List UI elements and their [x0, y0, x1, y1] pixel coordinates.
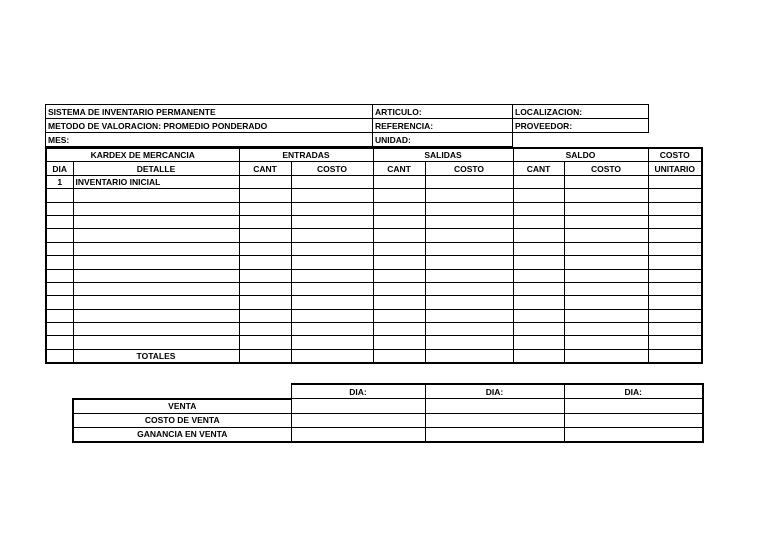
- table-row: [46, 309, 702, 322]
- table-row: [46, 269, 702, 282]
- detalle-header: DETALLE: [73, 162, 239, 175]
- cell[interactable]: [425, 427, 564, 442]
- dia-1-label[interactable]: DIA:: [291, 384, 425, 399]
- cell[interactable]: [239, 229, 291, 242]
- cell[interactable]: [73, 296, 239, 309]
- cell[interactable]: [46, 309, 73, 322]
- cell[interactable]: [425, 399, 564, 414]
- cell[interactable]: [46, 215, 73, 228]
- table-row: [46, 202, 702, 215]
- cell[interactable]: [513, 242, 564, 255]
- summary-row: [73, 413, 703, 427]
- cell[interactable]: [648, 336, 702, 349]
- cell[interactable]: [239, 215, 291, 228]
- summary-row: [73, 399, 703, 414]
- cell[interactable]: [373, 175, 425, 188]
- cell[interactable]: [291, 242, 373, 255]
- summary-header-row: [73, 384, 703, 399]
- cell[interactable]: [425, 336, 513, 349]
- cell[interactable]: [513, 215, 564, 228]
- reference-label[interactable]: REFERENCIA:: [373, 119, 513, 133]
- cell[interactable]: [564, 269, 648, 282]
- kardex-column-header: [46, 162, 702, 175]
- summary-table: [72, 383, 704, 443]
- location-label[interactable]: LOCALIZACION:: [513, 105, 649, 119]
- cell[interactable]: [648, 309, 702, 322]
- salidas-header: SALIDAS: [373, 148, 513, 162]
- cell[interactable]: [239, 336, 291, 349]
- cell[interactable]: [291, 399, 425, 414]
- table-row: [46, 323, 702, 336]
- cell[interactable]: [239, 349, 291, 363]
- cell[interactable]: [291, 215, 373, 228]
- table-row: [46, 256, 702, 269]
- cell[interactable]: [239, 296, 291, 309]
- cell[interactable]: [373, 215, 425, 228]
- cell[interactable]: [564, 175, 648, 188]
- cell[interactable]: [291, 309, 373, 322]
- costo-unitario-header-top: COSTO: [648, 148, 702, 162]
- article-label[interactable]: ARTICULO:: [373, 105, 513, 119]
- cell[interactable]: [46, 229, 73, 242]
- cell[interactable]: [425, 282, 513, 295]
- cell[interactable]: [564, 323, 648, 336]
- saldo-cant-header: CANT: [513, 162, 564, 175]
- dia-header: DIA: [46, 162, 73, 175]
- header-row: [46, 105, 649, 119]
- cell[interactable]: [564, 282, 648, 295]
- cell[interactable]: [73, 202, 239, 215]
- cell[interactable]: [239, 242, 291, 255]
- table-row: [46, 242, 702, 255]
- cell[interactable]: [46, 202, 73, 215]
- cell[interactable]: [648, 229, 702, 242]
- table-row: [46, 189, 702, 202]
- cell[interactable]: [373, 282, 425, 295]
- empty-cell: [73, 384, 291, 399]
- cell[interactable]: [513, 336, 564, 349]
- cell[interactable]: [564, 427, 703, 442]
- cell[interactable]: [648, 349, 702, 363]
- cell[interactable]: [373, 242, 425, 255]
- cell[interactable]: [291, 229, 373, 242]
- table-row: [46, 175, 702, 188]
- cell[interactable]: [513, 256, 564, 269]
- cell[interactable]: [73, 189, 239, 202]
- cell[interactable]: [73, 242, 239, 255]
- saldo-header: SALDO: [513, 148, 648, 162]
- cell[interactable]: [291, 202, 373, 215]
- cell[interactable]: [513, 282, 564, 295]
- cell[interactable]: [648, 215, 702, 228]
- cell[interactable]: [373, 309, 425, 322]
- cell[interactable]: [648, 189, 702, 202]
- cell[interactable]: [425, 242, 513, 255]
- cell[interactable]: [513, 229, 564, 242]
- cell[interactable]: [239, 189, 291, 202]
- table-row: [46, 282, 702, 295]
- cell[interactable]: [513, 269, 564, 282]
- cell[interactable]: [73, 282, 239, 295]
- cell[interactable]: [46, 189, 73, 202]
- system-label[interactable]: SISTEMA DE INVENTARIO PERMANENTE: [46, 105, 373, 119]
- cell[interactable]: [239, 282, 291, 295]
- cell[interactable]: [373, 202, 425, 215]
- cell[interactable]: [373, 296, 425, 309]
- cell[interactable]: [291, 256, 373, 269]
- dia-cell[interactable]: 1: [46, 175, 73, 188]
- cell[interactable]: [425, 189, 513, 202]
- cell[interactable]: [513, 323, 564, 336]
- cell[interactable]: [564, 349, 648, 363]
- cell[interactable]: [73, 256, 239, 269]
- cell[interactable]: [291, 175, 373, 188]
- cell[interactable]: [73, 229, 239, 242]
- cell[interactable]: [239, 309, 291, 322]
- cell[interactable]: [46, 349, 73, 363]
- cell[interactable]: [46, 336, 73, 349]
- cell[interactable]: [425, 309, 513, 322]
- cell[interactable]: [73, 269, 239, 282]
- cell[interactable]: [373, 189, 425, 202]
- cell[interactable]: [648, 202, 702, 215]
- dia-2-label[interactable]: DIA:: [425, 384, 564, 399]
- cell[interactable]: [373, 229, 425, 242]
- cell[interactable]: [513, 296, 564, 309]
- cell[interactable]: [425, 323, 513, 336]
- cell[interactable]: [291, 296, 373, 309]
- cell[interactable]: [425, 269, 513, 282]
- cell[interactable]: [564, 399, 703, 414]
- venta-label: VENTA: [73, 399, 291, 414]
- cell[interactable]: [425, 296, 513, 309]
- cell[interactable]: [291, 323, 373, 336]
- cell[interactable]: [291, 269, 373, 282]
- cell[interactable]: [373, 256, 425, 269]
- dia-3-label[interactable]: DIA:: [564, 384, 703, 399]
- cell[interactable]: [564, 215, 648, 228]
- cell[interactable]: [46, 323, 73, 336]
- cell[interactable]: [46, 296, 73, 309]
- cell[interactable]: [425, 175, 513, 188]
- cell[interactable]: [239, 175, 291, 188]
- costo-unitario-header: UNITARIO: [648, 162, 702, 175]
- cell[interactable]: [425, 349, 513, 363]
- cell[interactable]: [373, 269, 425, 282]
- cell[interactable]: [648, 282, 702, 295]
- cell[interactable]: [648, 256, 702, 269]
- cell[interactable]: [648, 175, 702, 188]
- cell[interactable]: [73, 215, 239, 228]
- cell[interactable]: [564, 336, 648, 349]
- cell[interactable]: [373, 336, 425, 349]
- kardex-table: [45, 147, 703, 364]
- cell[interactable]: [564, 309, 648, 322]
- cell[interactable]: [513, 189, 564, 202]
- cell[interactable]: [513, 309, 564, 322]
- salidas-costo-header: COSTO: [425, 162, 513, 175]
- cell[interactable]: [46, 269, 73, 282]
- saldo-costo-header: COSTO: [564, 162, 648, 175]
- cell[interactable]: [73, 309, 239, 322]
- cell[interactable]: [564, 202, 648, 215]
- cell[interactable]: [648, 323, 702, 336]
- cell[interactable]: [291, 189, 373, 202]
- cell[interactable]: [513, 202, 564, 215]
- cell[interactable]: [425, 256, 513, 269]
- table-row: [46, 215, 702, 228]
- cell[interactable]: [46, 256, 73, 269]
- header-row: [46, 133, 649, 147]
- cell[interactable]: [648, 296, 702, 309]
- cell[interactable]: [564, 229, 648, 242]
- cell[interactable]: [239, 269, 291, 282]
- entradas-header: ENTRADAS: [239, 148, 373, 162]
- cell[interactable]: [373, 349, 425, 363]
- cell[interactable]: [291, 413, 425, 427]
- cell[interactable]: [513, 175, 564, 188]
- cell[interactable]: [291, 336, 373, 349]
- cell[interactable]: [564, 296, 648, 309]
- salidas-cant-header: CANT: [373, 162, 425, 175]
- ganancia-label: GANANCIA EN VENTA: [73, 427, 291, 442]
- header-row: [46, 119, 649, 133]
- totals-label: TOTALES: [73, 349, 239, 363]
- cell[interactable]: [564, 242, 648, 255]
- blank-rows: [46, 189, 702, 350]
- header-table: [45, 104, 649, 147]
- supplier-label[interactable]: PROVEEDOR:: [513, 119, 649, 133]
- cell[interactable]: [513, 349, 564, 363]
- cell[interactable]: [564, 413, 703, 427]
- costo-venta-label: COSTO DE VENTA: [73, 413, 291, 427]
- cell[interactable]: [425, 229, 513, 242]
- cell[interactable]: [291, 349, 373, 363]
- entradas-costo-header: COSTO: [291, 162, 373, 175]
- cell[interactable]: [373, 323, 425, 336]
- kardex-title: KARDEX DE MERCANCIA: [46, 148, 239, 162]
- empty-cell: [513, 133, 649, 147]
- detalle-cell[interactable]: INVENTARIO INICIAL: [73, 175, 239, 188]
- cell[interactable]: [564, 256, 648, 269]
- cell[interactable]: [291, 427, 425, 442]
- month-label[interactable]: MES:: [46, 133, 373, 147]
- cell[interactable]: [648, 269, 702, 282]
- cell[interactable]: [648, 242, 702, 255]
- cell[interactable]: [425, 215, 513, 228]
- entradas-cant-header: CANT: [239, 162, 291, 175]
- summary-row: [73, 427, 703, 442]
- cell[interactable]: [73, 323, 239, 336]
- table-row: [46, 229, 702, 242]
- totals-row: [46, 349, 702, 363]
- cell[interactable]: [239, 202, 291, 215]
- cell[interactable]: [239, 256, 291, 269]
- method-label[interactable]: METODO DE VALORACION: PROMEDIO PONDERADO: [46, 119, 373, 133]
- cell[interactable]: [425, 413, 564, 427]
- cell[interactable]: [46, 282, 73, 295]
- cell[interactable]: [291, 282, 373, 295]
- cell[interactable]: [73, 336, 239, 349]
- table-row: [46, 336, 702, 349]
- table-row: [46, 296, 702, 309]
- cell[interactable]: [239, 323, 291, 336]
- cell[interactable]: [425, 202, 513, 215]
- cell[interactable]: [46, 242, 73, 255]
- cell[interactable]: [564, 189, 648, 202]
- kardex-group-header: [46, 148, 702, 162]
- unit-label[interactable]: UNIDAD:: [373, 133, 513, 147]
